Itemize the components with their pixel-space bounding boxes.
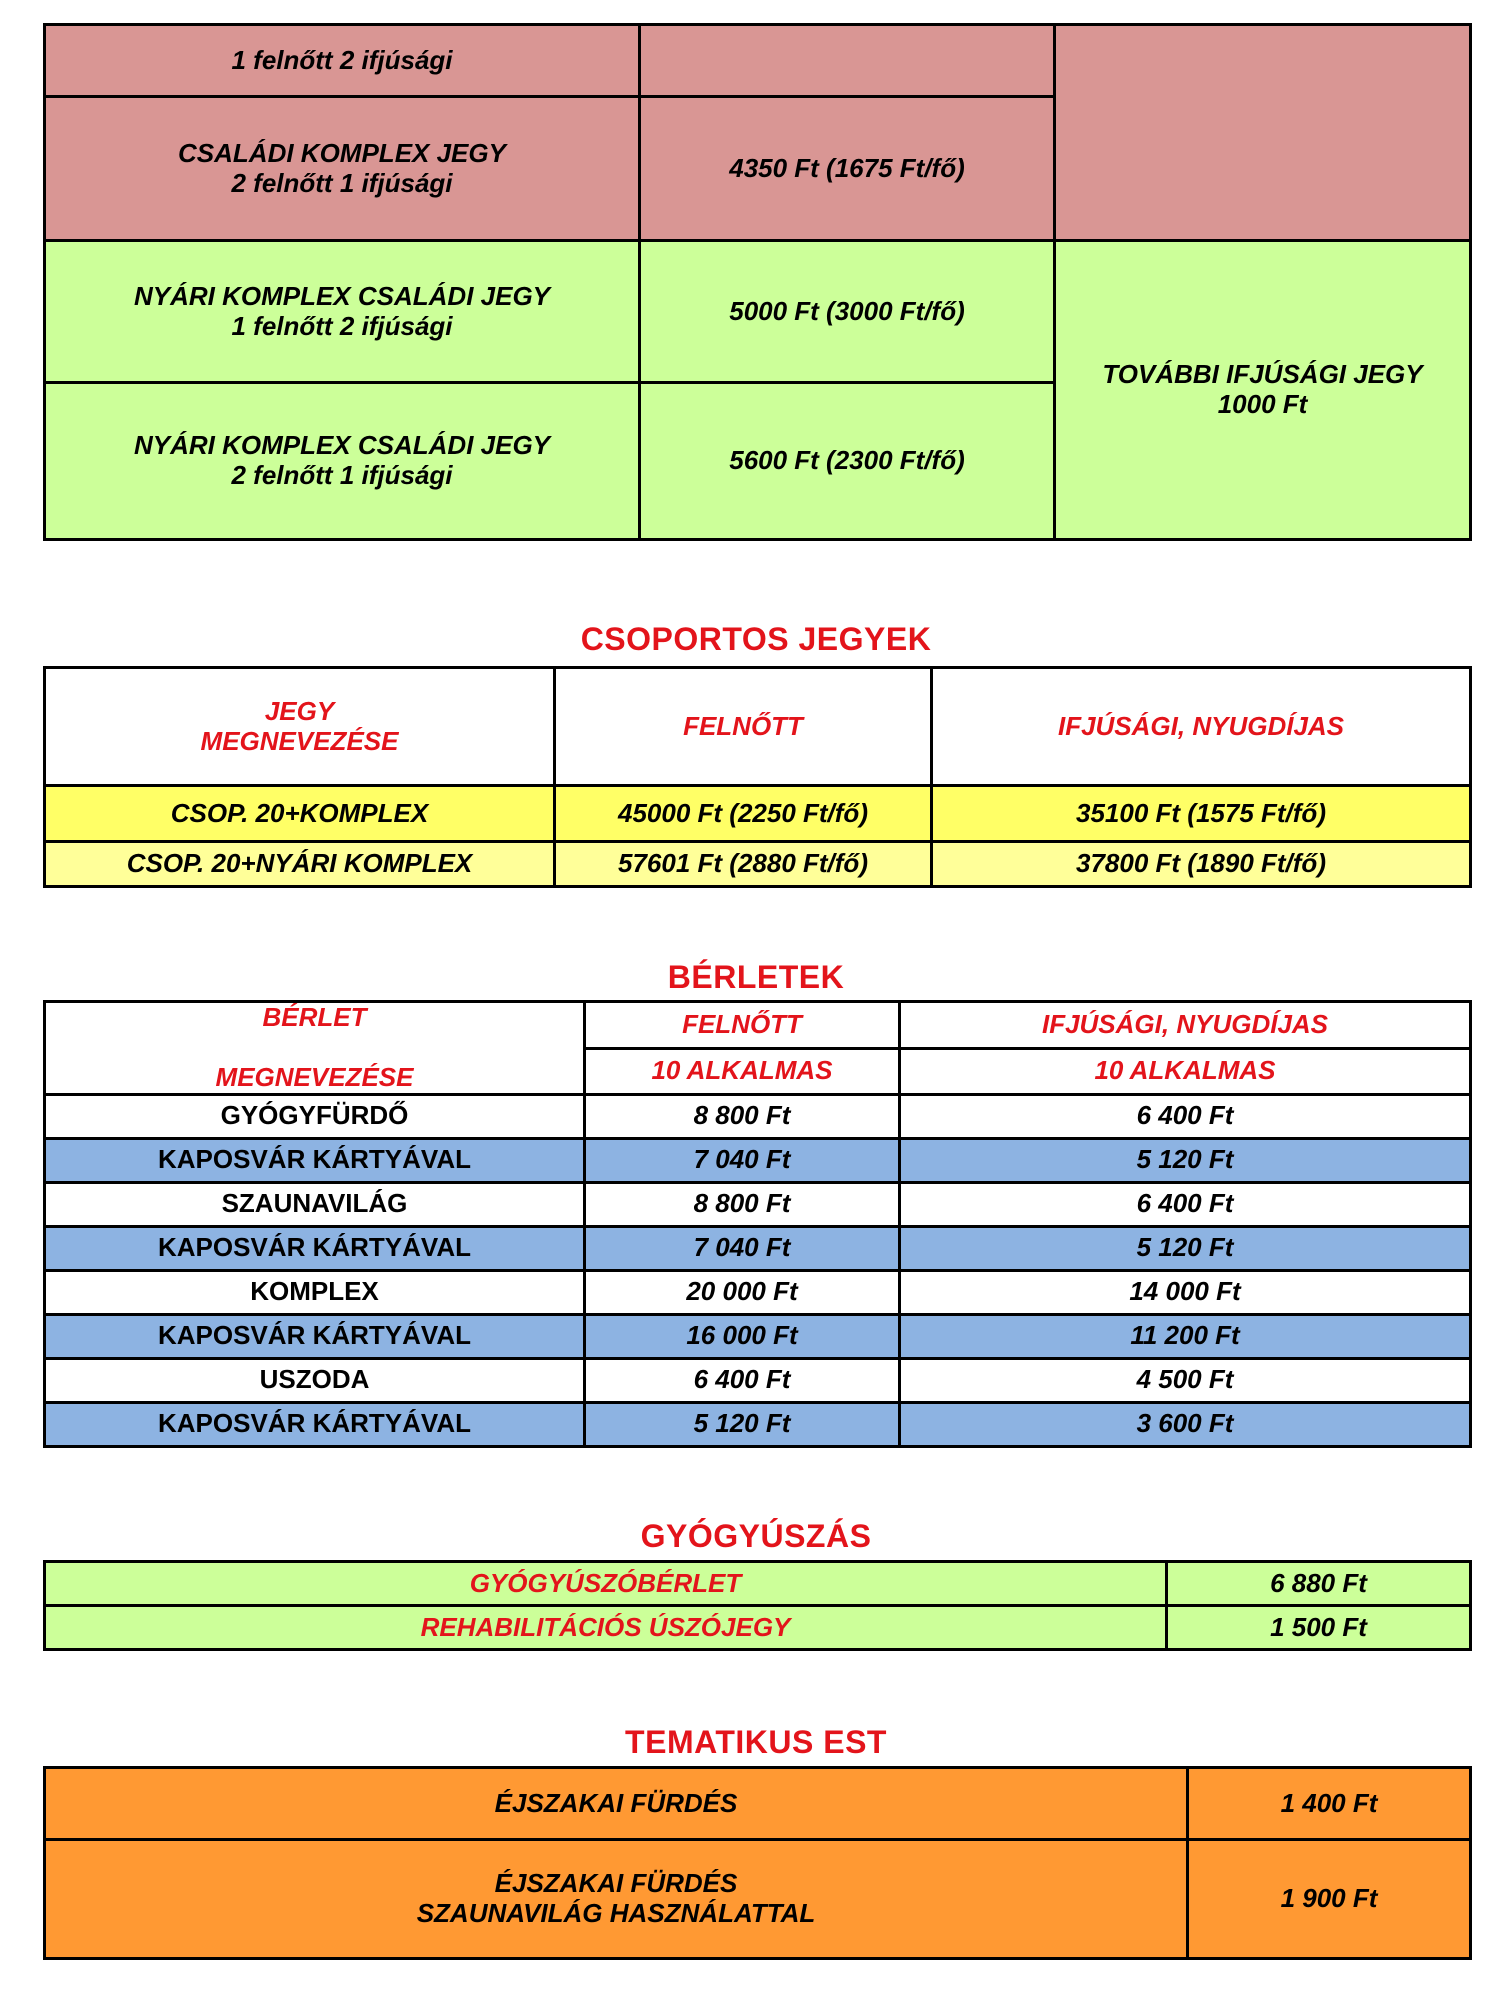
group-header-youth: IFJÚSÁGI, NYUGDÍJAS <box>932 668 1471 786</box>
family-extra-youth <box>1055 241 1471 540</box>
passes-header-youth: IFJÚSÁGI, NYUGDÍJAS <box>900 1002 1471 1049</box>
therapy-title: GYÓGYÚSZÁS <box>640 1518 872 1554</box>
passes-header-name-line2: MEGNEVEZÉSE <box>215 1061 414 1092</box>
group-header-name-line2: MEGNEVEZÉSE <box>200 725 399 756</box>
passes-row-youth: 3 600 Ft <box>900 1402 1471 1446</box>
passes-row-adult: 20 000 Ft <box>585 1270 900 1314</box>
family-row2-name <box>45 97 640 241</box>
passes-row-adult: 8 800 Ft <box>585 1182 900 1226</box>
group-row-adult: 57601 Ft (2880 Ft/fő) <box>555 842 932 887</box>
group-header-name <box>45 668 555 786</box>
themed-title: TEMATIKUS EST <box>625 1724 887 1760</box>
family-row4-desc: 2 felnőtt 1 ifjúsági <box>231 460 453 490</box>
family-row3-name <box>45 241 640 383</box>
therapy-row-name: REHABILITÁCIÓS ÚSZÓJEGY <box>45 1606 1167 1650</box>
passes-row-youth: 14 000 Ft <box>900 1270 1471 1314</box>
group-row-adult: 45000 Ft (2250 Ft/fő) <box>555 786 932 842</box>
passes-row-youth: 5 120 Ft <box>900 1138 1471 1182</box>
themed-row1-price: 1 400 Ft <box>1188 1768 1471 1840</box>
passes-row-name: USZODA <box>45 1358 585 1402</box>
family-row2-desc: 2 felnőtt 1 ifjúsági <box>231 167 453 198</box>
passes-row-youth: 4 500 Ft <box>900 1358 1471 1402</box>
themed-table <box>43 1766 1472 1960</box>
group-title: CSOPORTOS JEGYEK <box>580 621 932 657</box>
group-row-youth: 35100 Ft (1575 Ft/fő) <box>932 786 1471 842</box>
themed-row2-line1: ÉJSZAKAI FÜRDÉS <box>494 1868 738 1899</box>
passes-row-adult: 7 040 Ft <box>585 1138 900 1182</box>
family-row2-price: 4350 Ft (1675 Ft/fő) <box>640 97 1055 241</box>
themed-row1-name: ÉJSZAKAI FÜRDÉS <box>45 1768 1188 1840</box>
passes-row-name: SZAUNAVILÁG <box>45 1182 585 1226</box>
passes-header-name <box>45 1002 585 1095</box>
family-row3-title: NYÁRI KOMPLEX CSALÁDI JEGY <box>133 280 551 311</box>
passes-row-adult: 5 120 Ft <box>585 1402 900 1446</box>
group-header-name-line1: JEGY <box>264 695 335 726</box>
passes-row-name: KOMPLEX <box>45 1270 585 1314</box>
passes-row-youth: 5 120 Ft <box>900 1226 1471 1270</box>
group-row-name: CSOP. 20+NYÁRI KOMPLEX <box>45 842 555 887</box>
extra-youth-price: 1000 Ft <box>1217 389 1308 419</box>
passes-header-adult: FELNŐTT <box>585 1002 900 1049</box>
passes-row-name: KAPOSVÁR KÁRTYÁVAL <box>45 1138 585 1182</box>
passes-row-adult: 6 400 Ft <box>585 1358 900 1402</box>
family-tickets-table <box>43 23 1472 541</box>
group-header-adult: FELNŐTT <box>555 668 932 786</box>
passes-table <box>43 1000 1472 1448</box>
family-row1-price <box>640 25 1055 97</box>
group-row-name: CSOP. 20+KOMPLEX <box>45 786 555 842</box>
group-row-youth: 37800 Ft (1890 Ft/fő) <box>932 842 1471 887</box>
family-row4-title: NYÁRI KOMPLEX CSALÁDI JEGY <box>133 430 551 461</box>
family-row2-title: CSALÁDI KOMPLEX JEGY <box>178 137 506 168</box>
passes-header-name-line1: BÉRLET <box>262 1002 367 1032</box>
family-pink-side <box>1055 25 1471 241</box>
passes-header-youth-sub: 10 ALKALMAS <box>900 1048 1471 1094</box>
family-row3-desc: 1 felnőtt 2 ifjúsági <box>231 310 453 341</box>
themed-row2-name <box>45 1840 1188 1959</box>
family-row3-price: 5000 Ft (3000 Ft/fő) <box>640 241 1055 383</box>
passes-row-adult: 16 000 Ft <box>585 1314 900 1358</box>
passes-row-adult: 7 040 Ft <box>585 1226 900 1270</box>
passes-row-name: GYÓGYFÜRDŐ <box>45 1094 585 1138</box>
passes-title: BÉRLETEK <box>667 959 845 995</box>
passes-row-youth: 11 200 Ft <box>900 1314 1471 1358</box>
extra-youth-label: TOVÁBBI IFJÚSÁGI JEGY <box>1102 359 1423 390</box>
passes-row-adult: 8 800 Ft <box>585 1094 900 1138</box>
passes-row-name: KAPOSVÁR KÁRTYÁVAL <box>45 1402 585 1446</box>
passes-row-name: KAPOSVÁR KÁRTYÁVAL <box>45 1226 585 1270</box>
passes-row-youth: 6 400 Ft <box>900 1094 1471 1138</box>
therapy-table <box>43 1560 1472 1651</box>
passes-row-name: KAPOSVÁR KÁRTYÁVAL <box>45 1314 585 1358</box>
themed-row2-price: 1 900 Ft <box>1188 1840 1471 1959</box>
passes-header-adult-sub: 10 ALKALMAS <box>585 1048 900 1094</box>
family-row4-price: 5600 Ft (2300 Ft/fő) <box>640 383 1055 540</box>
passes-row-youth: 6 400 Ft <box>900 1182 1471 1226</box>
group-tickets-table <box>43 666 1472 888</box>
therapy-row-price: 6 880 Ft <box>1167 1562 1471 1606</box>
therapy-row-price: 1 500 Ft <box>1167 1606 1471 1650</box>
therapy-row-name: GYÓGYÚSZÓBÉRLET <box>45 1562 1167 1606</box>
family-row4-name <box>45 383 640 540</box>
themed-row2-line2: SZAUNAVILÁG HASZNÁLATTAL <box>416 1898 816 1928</box>
family-row1-desc: 1 felnőtt 2 ifjúsági <box>45 25 640 97</box>
